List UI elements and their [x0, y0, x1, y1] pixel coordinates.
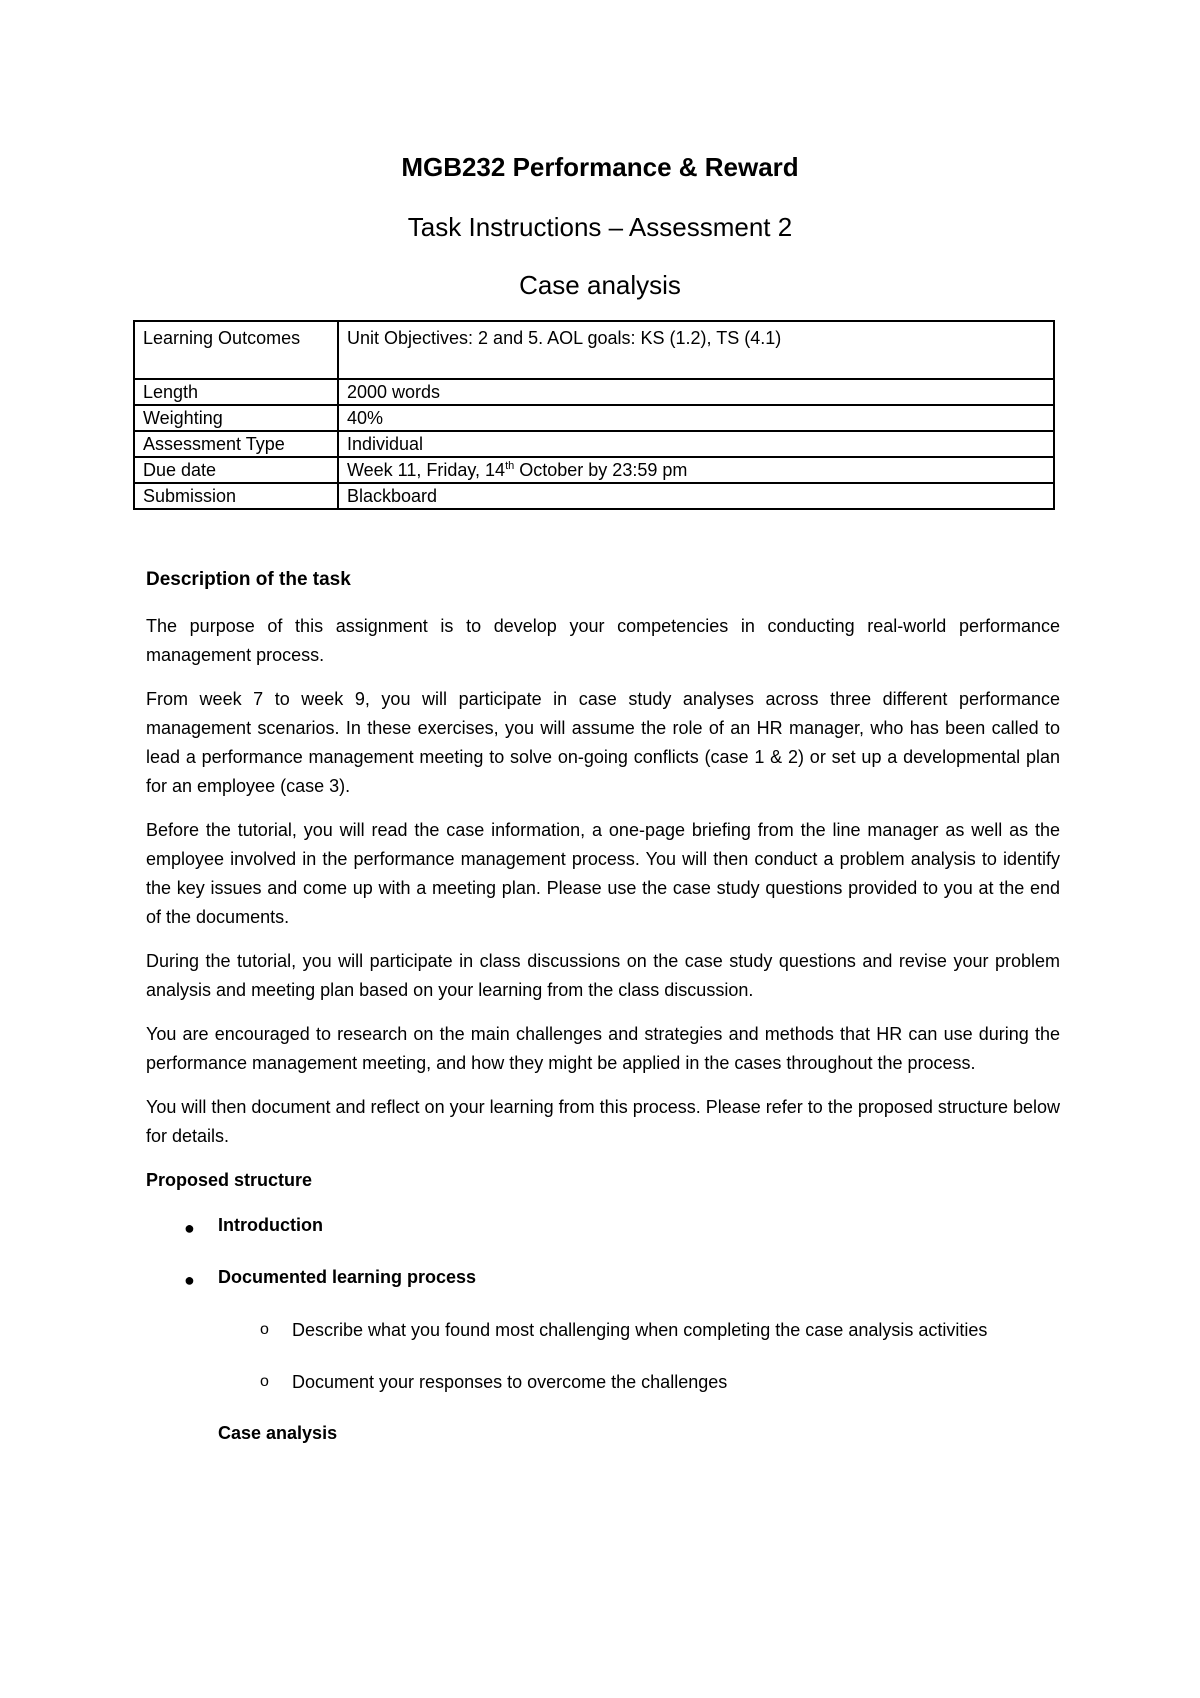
row-label: Weighting: [134, 405, 338, 431]
sub-list-item-label: Document your responses to overcome the challenges: [292, 1372, 728, 1392]
document-subtitle: Task Instructions – Assessment 2: [407, 212, 793, 242]
paragraph: You will then document and reflect on your learning from this process. Please refer to the proposed structure below for details.: [146, 1097, 1060, 1146]
list-item: [146, 1211, 1060, 1239]
task-description: [146, 566, 1060, 1447]
due-date-rest: October by 23:59 pm: [514, 460, 688, 480]
row-value: 2000 words: [338, 379, 1054, 405]
paragraph: You are encouraged to research on the main challenges and strategies and methods that HR can use during the performance management meeting, and how they might be applied in the cases throughout the process.: [146, 1024, 1060, 1073]
bullet-icon: ●: [184, 1218, 195, 1238]
sub-list-item: [146, 1315, 1060, 1345]
row-label: Submission: [134, 483, 338, 509]
paragraph: During the tutorial, you will participate in class discussions on the case study questions and revise your problem analysis and meeting plan based on your learning from the class discussion.: [146, 951, 1060, 1000]
table-row: [134, 431, 1054, 457]
assessment-info-table: [133, 320, 1055, 510]
list-item-label: Introduction: [218, 1215, 323, 1235]
case-analysis-heading: Case analysis: [218, 1423, 338, 1443]
structure-heading: Proposed structure: [146, 1170, 313, 1190]
circle-bullet-icon: o: [260, 1321, 269, 1338]
table-row: [134, 321, 1054, 379]
row-label: Length: [134, 379, 338, 405]
table-row: [134, 405, 1054, 431]
document-subtitle-case: Case analysis: [519, 270, 681, 300]
table-row: [134, 483, 1054, 509]
description-heading: Description of the task: [146, 569, 351, 590]
bullet-icon: ●: [184, 1270, 195, 1290]
paragraph: Before the tutorial, you will read the case information, a one-page briefing from the line manager as well as the employee involved in the performance management process. You will then conduct a problem analysis to identify the key issues and come up with a meeting plan. Please use the case study questions provided to you at the end of the documents.: [146, 820, 1060, 927]
table-row: [134, 379, 1054, 405]
list-item: [146, 1263, 1060, 1291]
due-date-main: Week 11, Friday, 14: [347, 460, 506, 480]
row-value: 40%: [338, 405, 1054, 431]
paragraph: The purpose of this assignment is to develop your competencies in conducting real-world performance management process.: [146, 616, 1060, 665]
circle-bullet-icon: o: [260, 1373, 269, 1390]
row-value: Blackboard: [338, 483, 1054, 509]
row-value-due-date: [338, 457, 1054, 483]
sub-list-item-label: Describe what you found most challenging when completing the case analysis activities: [292, 1320, 988, 1340]
due-date-suffix: th: [505, 460, 515, 472]
sub-list-item: [146, 1367, 1060, 1397]
list-item-label: Documented learning process: [218, 1267, 477, 1287]
paragraph: From week 7 to week 9, you will participate in case study analyses across three different performance management scenarios. In these exercises, you will assume the role of an HR manager, who has been called to lead a performance management meeting to solve on-going conflicts (case 1 & 2) or set up a developmental plan for an employee (case 3).: [146, 689, 1060, 796]
row-value: Individual: [338, 431, 1054, 457]
row-label: Assessment Type: [134, 431, 338, 457]
row-value: Unit Objectives: 2 and 5. AOL goals: KS (1.2), TS (4.1): [338, 321, 1054, 379]
document-title: MGB232 Performance & Reward: [401, 152, 799, 182]
row-label: Learning Outcomes: [134, 321, 338, 379]
row-label: Due date: [134, 457, 338, 483]
table-row: [134, 457, 1054, 483]
